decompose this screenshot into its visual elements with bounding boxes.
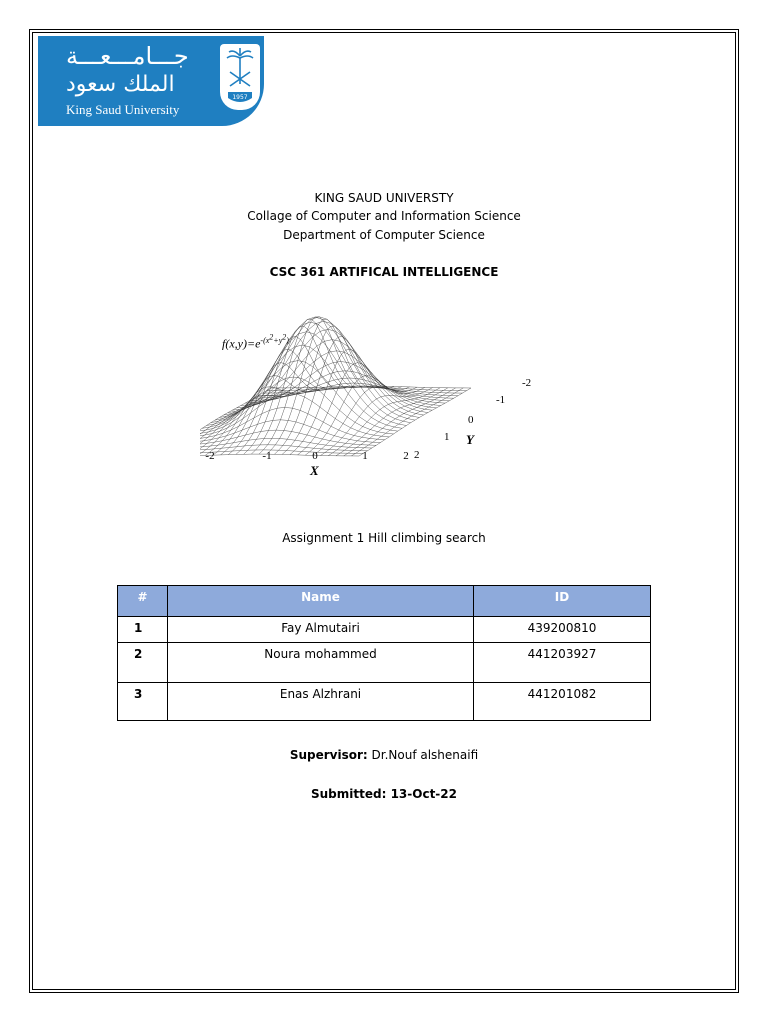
row-name: Fay Almutairi [168, 617, 474, 643]
table-header-row [118, 586, 651, 617]
x-axis-label: X [310, 463, 319, 478]
college-name: Collage of Computer and Information Science [247, 209, 521, 223]
x-tick: 0 [312, 450, 318, 462]
page-border [32, 32, 736, 990]
mesh-line [236, 337, 348, 455]
logo-arabic-line1: جـــامـــعـــة [66, 42, 189, 70]
y-tick: 2 [414, 449, 420, 461]
logo-english-name: King Saud University [66, 102, 180, 117]
mesh-line [290, 349, 402, 455]
mesh-line [344, 388, 456, 456]
row-number: 1 [118, 617, 168, 643]
x-tick: 1 [362, 450, 368, 462]
university-logo [38, 36, 264, 126]
y-tick: -2 [522, 377, 532, 389]
x-tick: -1 [262, 450, 272, 462]
mesh-line [336, 388, 448, 456]
mesh-line [215, 317, 415, 420]
mesh-line [321, 388, 433, 456]
row-name: Enas Alzhrani [168, 683, 474, 721]
x-tick: -2 [205, 450, 215, 462]
supervisor-name: Dr.Nouf alshenaifi [367, 748, 479, 762]
logo-arabic-line2: الملك سعود [66, 72, 175, 97]
mesh-line [298, 363, 410, 455]
row-number: 3 [118, 683, 168, 721]
mesh-line [221, 363, 333, 455]
row-id: 441203927 [474, 643, 651, 683]
header-id: ID [474, 586, 651, 617]
department-name: Department of Computer Science [283, 228, 485, 242]
course-title: CSC 361 ARTIFICAL INTELLIGENCE [269, 265, 499, 279]
y-tick: -1 [496, 394, 506, 406]
mesh-line [200, 450, 363, 453]
y-axis-label: Y [466, 432, 474, 447]
mesh-line [328, 388, 440, 456]
gaussian-surface-plot [200, 310, 540, 485]
university-name: KING SAUD UNIVERSTY [314, 191, 454, 205]
assignment-title: Assignment 1 Hill climbing search [282, 531, 486, 545]
mesh-line [232, 340, 432, 411]
mesh-line [200, 454, 359, 456]
table-row [118, 643, 651, 683]
y-tick: 1 [444, 431, 450, 443]
row-id: 439200810 [474, 617, 651, 643]
row-number: 2 [118, 643, 168, 683]
gaussian-formula: $f(x,y)=e^{-(x^2+y^2)}$ [222, 332, 289, 351]
mesh-line [205, 387, 317, 456]
submitted-date: Submitted: 13-Oct-22 [311, 787, 457, 801]
y-tick: 0 [468, 414, 474, 426]
members-table [117, 585, 651, 721]
table-row [118, 617, 651, 643]
supervisor-label: Supervisor: [289, 748, 368, 762]
x-tick: 2 [403, 450, 409, 462]
row-id: 441201082 [474, 683, 651, 721]
supervisor-line [0, 748, 768, 762]
row-name: Noura mohammed [168, 643, 474, 683]
header-name: Name [168, 586, 474, 617]
logo-year: 1957 [232, 94, 248, 101]
header-number: # [118, 586, 168, 617]
palm-emblem-icon [220, 44, 260, 110]
table-row [118, 683, 651, 721]
